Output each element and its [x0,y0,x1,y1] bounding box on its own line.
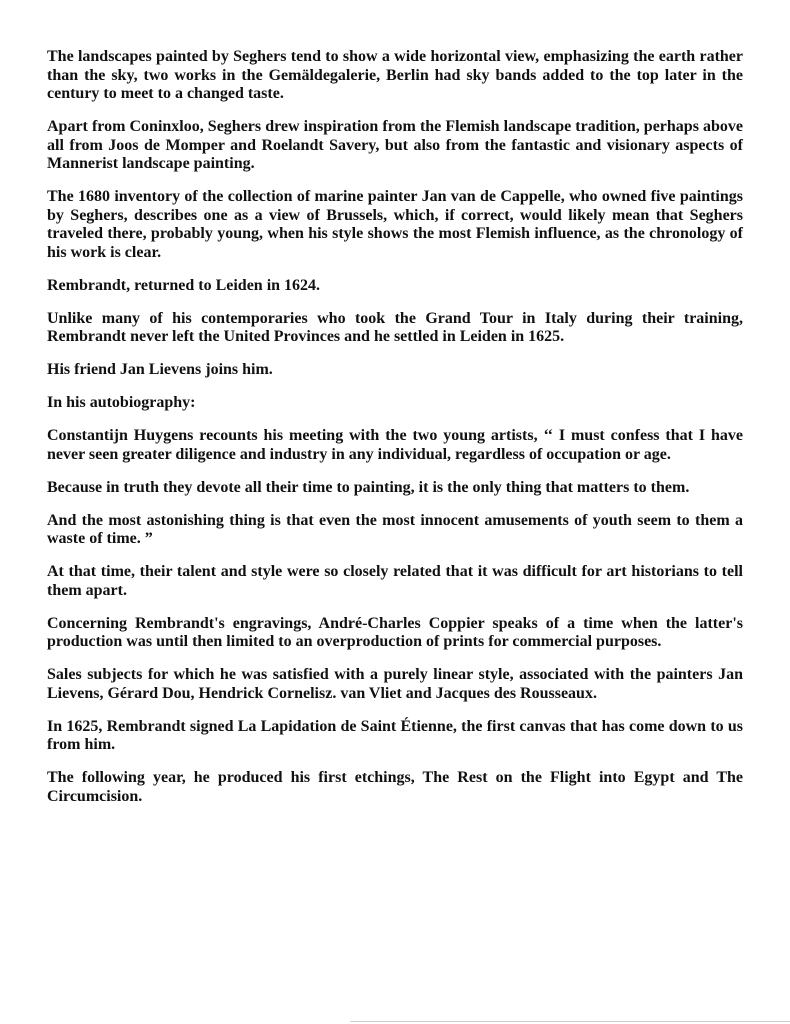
paragraph-4: Rembrandt, returned to Leiden in 1624. [47,276,321,294]
paragraph-13: Sales subjects for which he was satisfied with a purely linear style, associated with the painters Jan Lievens, Gérard Dou, Hendrick Cornelisz. van Vliet and Jacques des Rousseaux. [47,666,743,702]
paragraph-1: The landscapes painted by Seghers tend to show a wide horizontal view, emphasizing the earth rather than the sky, two works in the Gemäldegalerie, Berlin had sky bands added to the top later in the century to meet to a changed taste. [47,48,743,102]
paragraph-11: At that time, their talent and style were so closely related that it was difficult for art historians to tell them apart. [47,563,743,599]
paragraph-8: Constantijn Huygens recounts his meeting with the two young artists, ‘‘ I must confess that I have never seen greater diligence and industry in any individual, regardless of occupation or age. [47,427,743,463]
paragraph-14: In 1625, Rembrandt signed La Lapidation de Saint Étienne, the first canvas that has come down to us from him. [47,717,743,753]
page-bottom-rule [350,1021,790,1022]
paragraph-6: His friend Jan Lievens joins him. [47,361,273,378]
paragraph-9: Because in truth they devote all their time to painting, it is the only thing that matters to them. [47,478,690,496]
paragraph-10: And the most astonishing thing is that even the most innocent amusements of youth seem to them a waste of time. ” [47,511,743,547]
document-body [47,48,743,806]
paragraph-12: Concerning Rembrandt's engravings, André-Charles Coppier speaks of a time when the latter's production was until then limited to an overproduction of prints for commercial purposes. [47,614,743,650]
paragraph-2: Apart from Coninxloo, Seghers drew inspiration from the Flemish landscape tradition, perhaps above all from Joos de Momper and Roelandt Savery, but also from the fantastic and visionary aspects of Mannerist landscape painting. [47,118,743,172]
paragraph-5: Unlike many of his contemporaries who took the Grand Tour in Italy during their training, Rembrandt never left the United Provinces and he settled in Leiden in 1625. [47,309,743,345]
paragraph-15: The following year, he produced his first etchings, The Rest on the Flight into Egypt and The Circumcision. [47,769,743,805]
paragraph-3: The 1680 inventory of the collection of marine painter Jan van de Cappelle, who owned five paintings by Seghers, describes one as a view of Brussels, which, if correct, would likely mean that Seghers traveled there, probably young, when his style shows the most Flemish influence, as the chronology of his work is clear. [47,188,743,261]
paragraph-7: In his autobiography: [47,394,196,411]
